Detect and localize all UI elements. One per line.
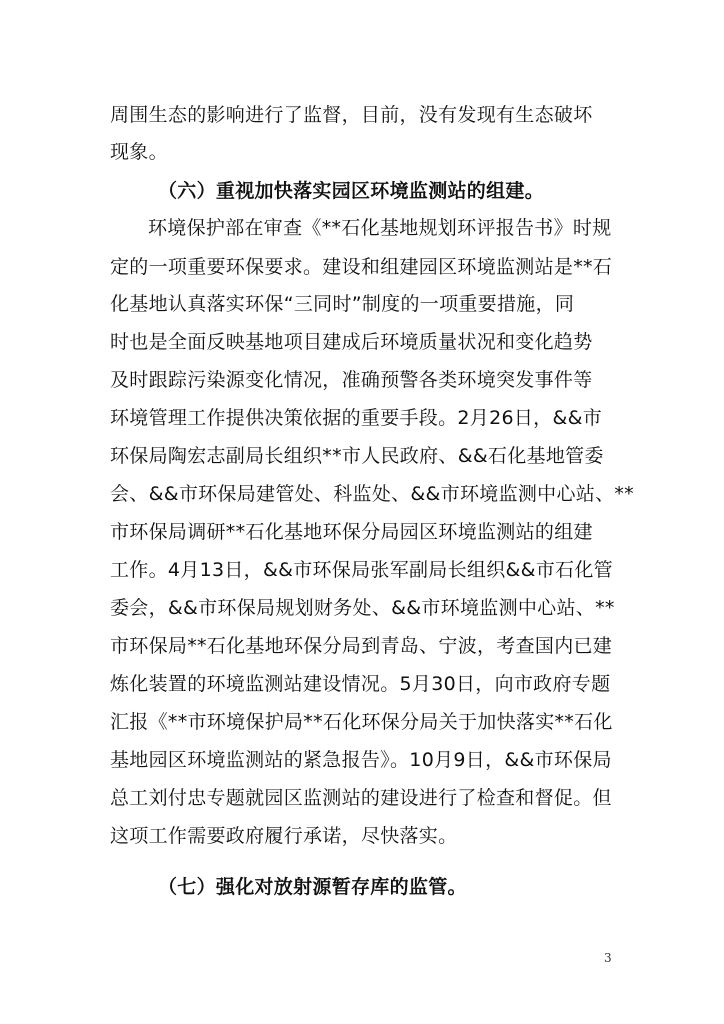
text-line: 基地园区环境监测站的紧急报告》。10月9日，&&市环保局 xyxy=(110,749,612,771)
text-line: 炼化装置的环境监测站建设情况。5月30日，向市政府专题 xyxy=(110,673,611,695)
page-number: 3 xyxy=(604,951,612,965)
text-line: 市环保局调研**石化基地环保分局园区环境监测站的组建 xyxy=(110,521,593,543)
text-line: 汇报《**市环境保护局**石化环保分局关于加快落实**石化 xyxy=(110,711,613,733)
text-line: 总工刘付忠专题就园区监测站的建设进行了检查和督促。但 xyxy=(110,787,612,809)
paragraph-first-line: 环境保护部在审查《**石化基地规划环评报告书》时规 xyxy=(148,217,612,239)
text-line: 环境管理工作提供决策依据的重要手段。2月26日，&&市 xyxy=(110,407,602,429)
text-line: 环保局陶宏志副局长组织**市人民政府、&&石化基地管委 xyxy=(110,445,604,467)
text-line: 委会，&&市环保局规划财务处、&&市环境监测中心站、** xyxy=(110,597,615,619)
section-heading-six: （六）重视加快落实园区环境监测站的组建。 xyxy=(158,180,545,202)
text-line: 周围生态的影响进行了监督，目前，没有发现有生态破坏 xyxy=(110,104,593,126)
text-line: 时也是全面反映基地项目建成后环境质量状况和变化趋势 xyxy=(110,331,593,353)
text-line: 工作。4月13日，&&市环保局张军副局长组织&&市石化管 xyxy=(110,559,613,581)
text-line: 化基地认真落实环保“三同时”制度的一项重要措施，同 xyxy=(110,293,575,315)
text-line: 会、&&市环保局建管处、科监处、&&市环境监测中心站、** xyxy=(110,483,634,505)
section-heading-seven: （七）强化对放射源暂存库的监管。 xyxy=(158,876,467,898)
text-line: 定的一项重要环保要求。建设和组建园区环境监测站是**石 xyxy=(110,256,613,278)
text-line: 及时跟踪污染源变化情况，准确预警各类环境突发事件等 xyxy=(110,369,593,391)
text-line: 市环保局**石化基地环保分局到青岛、宁波，考查国内已建 xyxy=(110,635,613,657)
text-line: 现象。 xyxy=(110,141,168,163)
text-line: 这项工作需要政府履行承诺，尽快落实。 xyxy=(110,825,458,847)
